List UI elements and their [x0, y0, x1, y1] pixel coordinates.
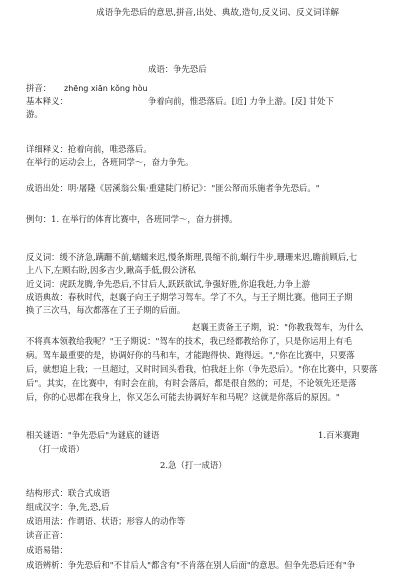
story-line: 病。驾车最重要的是，协调好你的马和车，才能跑得快、跑得远。","你在比赛中，只要落: [26, 350, 355, 360]
story-line: 成语典故：春秋时代，赵襄子向王子期学习驾车。学了不久，与王子期比赛。他同王子期: [26, 292, 353, 302]
story-line: 不将真本领教给我呢？"王子期说："驾车的技术，我已经都教给你了，只是你运用上有毛: [26, 336, 352, 346]
composition: 组成汉字：争,先,恐,后: [26, 502, 110, 512]
document-title: 成语争先恐后的意思,拼音,出处、典故,造句,反义词、反义词详解: [96, 8, 339, 18]
antonyms-line: 上八下,左顾右盼,因多吉少,瞅高手低,假公济私: [26, 265, 196, 275]
structure-form: 结构形式：联合式成语: [26, 488, 110, 498]
basic-definition-line: 争着向前，惟恐落后。[近] 力争上游。[反] 甘处下: [148, 96, 334, 106]
basic-definition-label: 基本释义：: [26, 96, 68, 106]
pronunciation: 读音正音：: [26, 530, 68, 540]
detail-example: 在举行的运动会上，各班同学～，奋力争先。: [26, 157, 194, 167]
riddle-hint: （打一成语）: [34, 444, 85, 454]
story-line: 后，你的心思都在我身上，你又怎么可能去协调好车和马呢？这就是你落后的原因。": [26, 392, 340, 402]
idiom-source: 成语出处：明·屠隆《居溪翁公集·重建陡门桥记》："匪公帑而乐施者争先恐后。": [26, 183, 320, 193]
idiom-heading: 成语：争先恐后: [148, 64, 207, 74]
detail-definition: 详细释义：抢着向前，唯恐落后。: [26, 144, 152, 154]
antonyms-line: 反义词：缓不济急,蹒跚不前,蠕蠕来迟,慢条斯理,畏缩不前,蜗行牛步,珊珊来迟,瞻前顾后,七: [26, 252, 358, 262]
story-line: 换了三次马，每次都落在了王子期的后面。: [26, 305, 186, 315]
analysis: 成语辨析：争先恐后和"不甘后人"都含有"不肯落在别人后面"的意思。但争先恐后还有"争: [26, 560, 356, 570]
basic-definition-line: 游。: [26, 109, 43, 119]
pinyin-label: 拼音：: [26, 83, 52, 93]
story-line: 后，就想追上我；一旦超过，又时时回头看我，怕我赶上你（争先恐后）。"你在比赛中，只要落: [26, 364, 378, 374]
pinyin-value: zhēng xiān kǒng hòu: [64, 84, 148, 93]
riddle-answer: 1.百米赛跑: [318, 430, 360, 440]
example-sentence: 例句：1. 在举行的体育比赛中，各班同学～，奋力拼搏。: [26, 214, 238, 224]
synonyms-line: 近义词：虎跃龙腾,争先恐后,不甘后人,跃跃欲试,争强好胜,你追我赶,力争上游: [26, 279, 310, 289]
riddle-intro: 相关谜语："争先恐后"为谜底的谜语: [26, 430, 160, 440]
story-line: 后"。其实，在比赛中，有时会在前，有时会落后，都是很自然的；可是，不论领先还是落: [26, 378, 357, 388]
usage: 成语用法：作谓语、状语；形容人的动作等: [26, 516, 186, 526]
easy-mistake: 成语易错：: [26, 545, 68, 555]
story-line: 赵襄王责备王子期，说："你教我驾车，为什么: [192, 322, 364, 332]
riddle-item: 2.急（打一成语）: [160, 460, 227, 470]
